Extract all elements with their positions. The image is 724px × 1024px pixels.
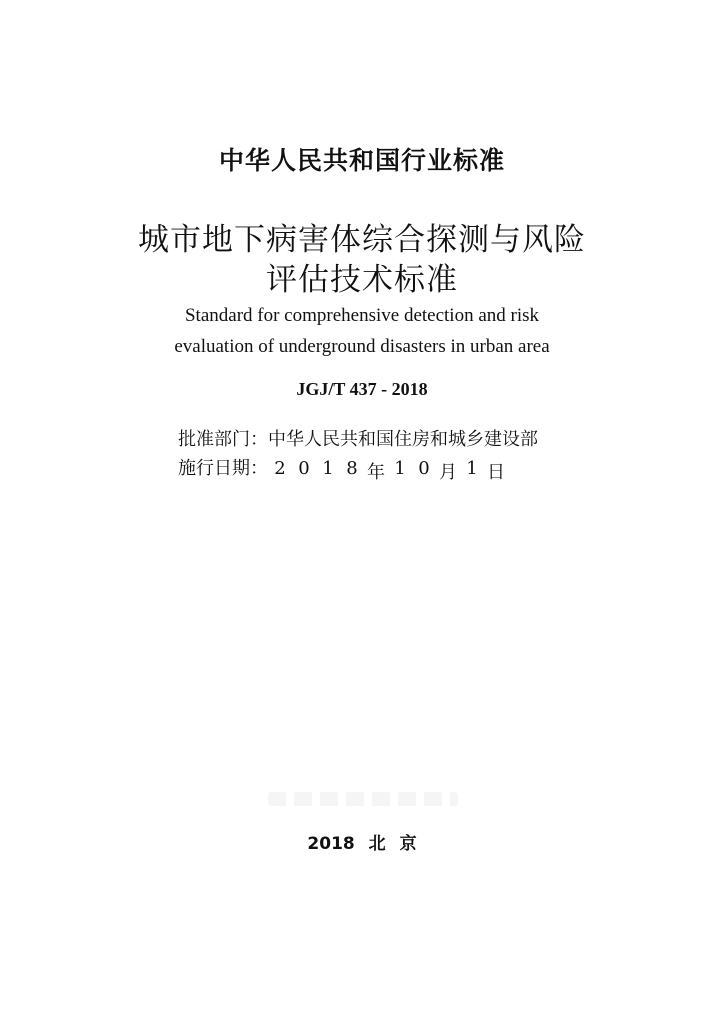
date-digit: 1 bbox=[466, 458, 478, 479]
date-digit: 0 bbox=[298, 458, 310, 479]
effective-label: 施行日期： bbox=[178, 458, 268, 479]
date-digit: 8 bbox=[346, 458, 358, 479]
chinese-title-line-2: 评估技术标准 bbox=[266, 262, 458, 298]
date-digit: 2 bbox=[274, 458, 286, 479]
date-digit: 1 bbox=[394, 458, 406, 479]
date-unit-year: 年 bbox=[367, 462, 385, 483]
english-title-line-2: evaluation of underground disasters in urban area bbox=[174, 336, 550, 357]
date-unit-month: 月 bbox=[439, 462, 457, 483]
date-unit-day: 日 bbox=[487, 462, 505, 483]
chinese-title-line-1: 城市地下病害体综合探测与风险 bbox=[138, 222, 586, 258]
effective-date-value bbox=[268, 458, 508, 484]
faint-watermark bbox=[268, 792, 458, 806]
english-title-line-1: Standard for comprehensive detection and risk bbox=[184, 305, 540, 326]
date-digit: 1 bbox=[322, 458, 334, 479]
approval-value: 中华人民共和国住房和城乡建设部 bbox=[268, 429, 538, 450]
standard-code: JGJ/T 437 - 2018 bbox=[296, 379, 428, 399]
approval-label: 批准部门： bbox=[178, 429, 268, 450]
effective-date bbox=[178, 454, 508, 484]
publication-year-place: 2018 北 京 bbox=[307, 834, 417, 854]
approval-department bbox=[178, 425, 538, 451]
standard-category: 中华人民共和国行业标准 bbox=[218, 146, 505, 175]
date-digit: 0 bbox=[418, 458, 430, 479]
